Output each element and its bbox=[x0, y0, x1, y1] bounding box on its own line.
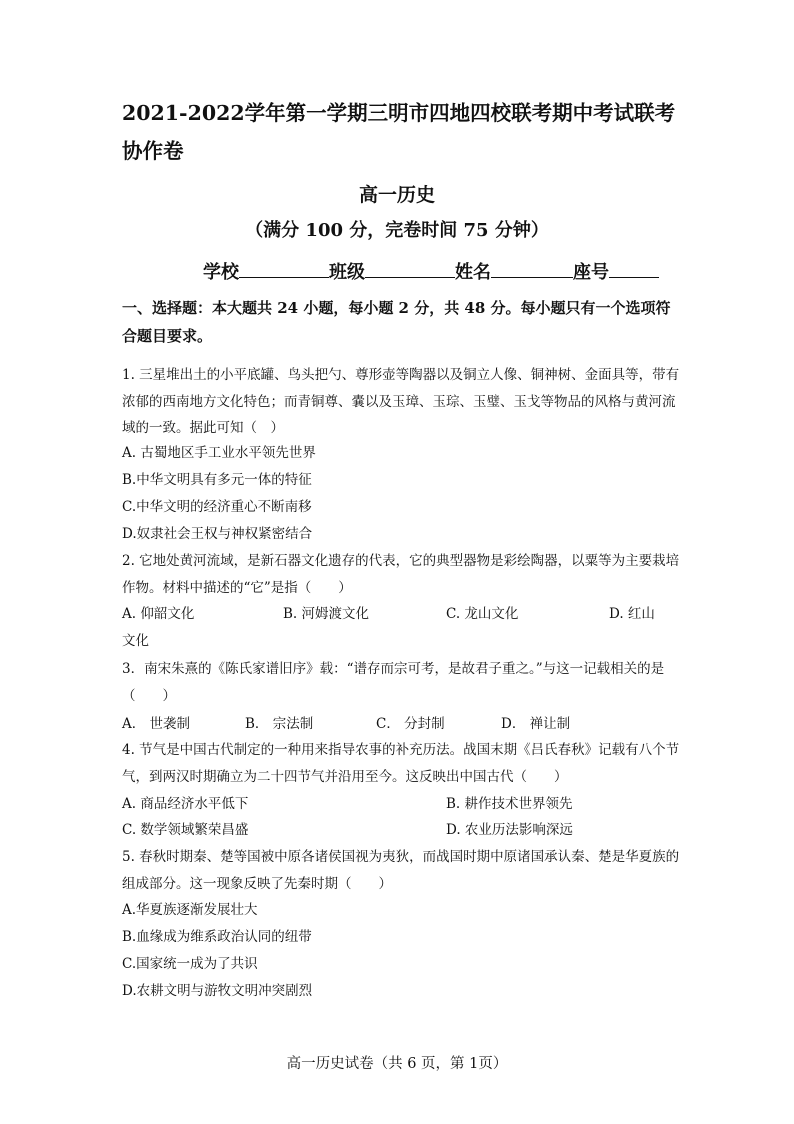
school-blank bbox=[239, 259, 329, 278]
full-score-note: （满分 100 分，完卷时间 75 分钟） bbox=[245, 220, 549, 241]
class-label: 班级 bbox=[329, 262, 365, 283]
question-2-option-c: C. 龙山文化 bbox=[446, 606, 519, 622]
question-1-option-b: B.中华文明具有多元一体的特征 bbox=[122, 472, 312, 488]
question-5-stem: 5. 春秋时期秦、楚等国被中原各诸侯国视为夷狄，而战国时期中原诸国承认秦、楚是华夏族的组成部分。这一现象反映了先秦时期（ ） bbox=[122, 849, 680, 892]
question-4-option-b: B. 耕作技术世界领先 bbox=[446, 796, 573, 812]
seat-label: 座号 bbox=[573, 262, 609, 283]
question-3-option-d: D． 禅让制 bbox=[501, 716, 571, 732]
question-3-option-c: C． 分封制 bbox=[376, 716, 445, 732]
question-1-option-d: D.奴隶社会王权与神权紧密结合 bbox=[122, 526, 313, 542]
question-4-option-d: D. 农业历法影响深远 bbox=[446, 822, 573, 838]
question-3-option-a: A． 世袭制 bbox=[122, 716, 191, 732]
question-4-option-c: C. 数学领域繁荣昌盛 bbox=[122, 822, 249, 838]
question-2-option-d: D. 红山 bbox=[609, 606, 655, 622]
subject-title: 高一历史 bbox=[358, 184, 435, 206]
school-label: 学校 bbox=[203, 262, 239, 283]
class-blank bbox=[365, 259, 455, 278]
question-5-option-c: C.国家统一成为了共识 bbox=[122, 956, 258, 972]
question-1-option-a: A. 古蜀地区手工业水平领先世界 bbox=[122, 445, 316, 461]
student-info-line bbox=[203, 258, 659, 284]
question-5-option-a: A.华夏族逐渐发展壮大 bbox=[122, 902, 258, 918]
exam-title-line-2: 协作卷 bbox=[122, 139, 184, 163]
page-footer: 高一历史试卷（共 6 页，第 1页） bbox=[286, 1056, 508, 1072]
name-blank bbox=[491, 259, 573, 278]
question-2-stem: 2. 它地处黄河流域，是新石器文化遗存的代表，它的典型器物是彩绘陶器，以粟等为主要栽培作物。材料中描述的“它”是指（ ） bbox=[122, 553, 680, 596]
question-2-option-b: B. 河姆渡文化 bbox=[283, 606, 370, 622]
question-5-option-d: D.农耕文明与游牧文明冲突剧烈 bbox=[122, 983, 313, 999]
question-1-option-c: C.中华文明的经济重心不断南移 bbox=[122, 499, 312, 515]
question-4-stem: 4. 节气是中国古代制定的一种用来指导农事的补充历法。战国末期《吕氏春秋》记载有八个节气，到两汉时期确立为二十四节气并沿用至今。这反映出中国古代（ ） bbox=[122, 742, 680, 785]
question-2-option-d-continued: 文化 bbox=[122, 633, 149, 649]
question-2-option-a: A. 仰韶文化 bbox=[122, 606, 195, 622]
question-4-option-a: A. 商品经济水平低下 bbox=[122, 796, 249, 812]
exam-title-line-1: 2021-2022学年第一学期三明市四地四校联考期中考试联考 bbox=[122, 101, 676, 125]
question-1-stem: 1. 三星堆出土的小平底罐、鸟头把勺、尊形壶等陶器以及铜立人像、铜神树、金面具等，带有浓郁的西南地方文化特色；而青铜尊、嚢以及玉璋、玉琮、玉璧、玉戈等物品的风格与黄河流域的一致。据此可知（ ） bbox=[122, 367, 680, 436]
question-3-stem: 3．南宋朱熹的《陈氏家谱旧序》载：“谱存而宗可考，是故君子重之。”与这一记载相关的是（ ） bbox=[122, 661, 665, 704]
question-5-option-b: B.血缘成为维系政治认同的纽带 bbox=[122, 929, 312, 945]
section-heading: 一、选择题：本大题共 24 小题，每小题 2 分，共 48 分。每小题只有一个选项符合题目要求。 bbox=[122, 299, 671, 345]
question-3-option-b: B． 宗法制 bbox=[245, 716, 314, 732]
name-label: 姓名 bbox=[455, 262, 491, 283]
seat-blank bbox=[609, 259, 659, 278]
